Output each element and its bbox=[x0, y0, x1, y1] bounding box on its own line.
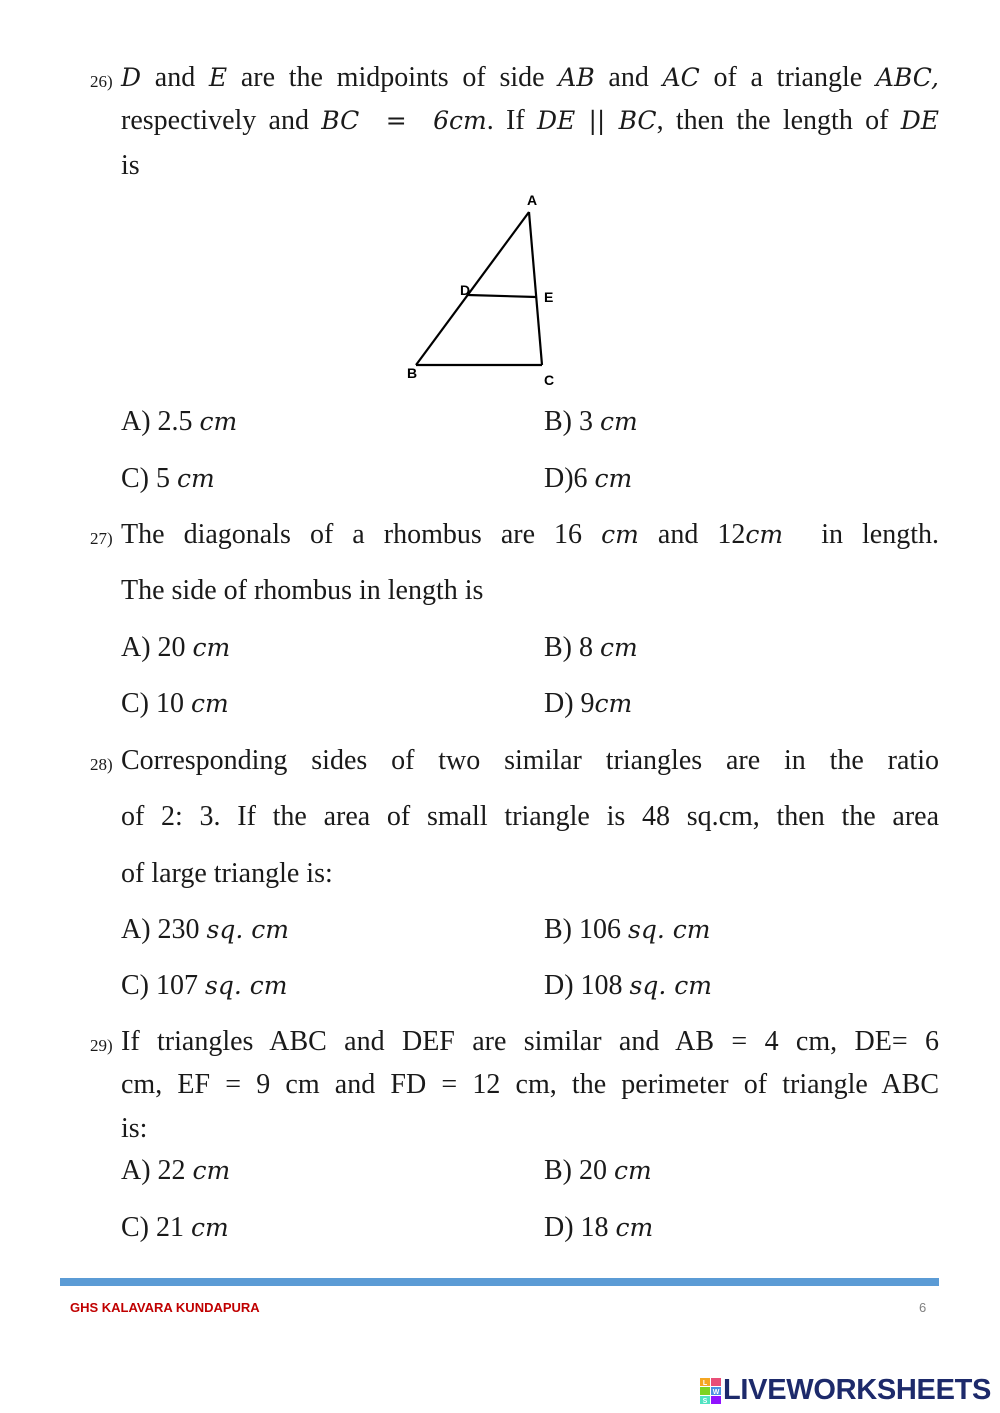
svg-text:L: L bbox=[702, 1379, 708, 1387]
vertex-label-d: D bbox=[460, 282, 471, 298]
question-line: of 2: 3. If the area of small triangle is 48 sq.cm, then the area bbox=[121, 801, 939, 832]
side-ab bbox=[416, 212, 529, 365]
side-ac bbox=[529, 212, 542, 365]
option-c[interactable]: C) 5 cm bbox=[121, 463, 215, 494]
question-line: If triangles ABC and DEF are similar and AB = 4 cm, DE= 6 bbox=[121, 1026, 939, 1057]
option-c[interactable]: C) 21 cm bbox=[121, 1212, 229, 1243]
svg-text:W: W bbox=[712, 1388, 720, 1396]
question-line: respectively and BC = 6cm. If DE || BC, then the length of DE bbox=[121, 105, 940, 136]
vertex-label-e: E bbox=[544, 289, 554, 305]
footer-divider bbox=[60, 1278, 939, 1286]
option-a[interactable]: A) 2.5 cm bbox=[121, 406, 238, 437]
question-line: The side of rhombus in length is bbox=[121, 575, 484, 606]
svg-text:S: S bbox=[702, 1397, 708, 1404]
vertex-label-c: C bbox=[544, 372, 555, 388]
segment-de bbox=[468, 295, 536, 297]
option-b[interactable]: B) 20 cm bbox=[544, 1155, 652, 1186]
page-number: 6 bbox=[919, 1300, 927, 1315]
vertex-label-a: A bbox=[527, 192, 538, 208]
option-d[interactable]: D) 108 sq. cm bbox=[544, 970, 712, 1001]
school-name: GHS KALAVARA KUNDAPURA bbox=[70, 1300, 260, 1315]
question-number: 26) bbox=[90, 72, 113, 91]
option-a[interactable]: A) 22 cm bbox=[121, 1155, 231, 1186]
question-line: D and E are the midpoints of side AB and AC of a triangle ABC, bbox=[121, 62, 939, 93]
question-line: of large triangle is: bbox=[121, 858, 333, 889]
option-d[interactable]: D)6 cm bbox=[544, 463, 633, 494]
option-b[interactable]: B) 8 cm bbox=[544, 632, 638, 663]
vertex-label-b: B bbox=[407, 365, 418, 381]
brand-name: LIVEWORKSHEETS bbox=[723, 1374, 992, 1406]
option-a[interactable]: A) 230 sq. cm bbox=[121, 914, 289, 945]
option-c[interactable]: C) 10 cm bbox=[121, 688, 229, 719]
option-d[interactable]: D) 18 cm bbox=[544, 1212, 654, 1243]
option-b[interactable]: B) 3 cm bbox=[544, 406, 638, 437]
question-number: 27) bbox=[90, 529, 113, 548]
question-line: Corresponding sides of two similar triangles are in the ratio bbox=[121, 745, 939, 776]
question-line: The diagonals of a rhombus are 16 cm and 12cm in length. bbox=[121, 519, 940, 550]
question-line: is bbox=[121, 150, 140, 181]
question-line: is: bbox=[121, 1113, 148, 1144]
option-b[interactable]: B) 106 sq. cm bbox=[544, 914, 711, 945]
option-a[interactable]: A) 20 cm bbox=[121, 632, 231, 663]
question-line: cm, EF = 9 cm and FD = 12 cm, the perimeter of triangle ABC bbox=[121, 1069, 939, 1100]
question-number: 29) bbox=[90, 1036, 113, 1055]
option-d[interactable]: D) 9cm bbox=[544, 688, 633, 719]
triangle-diagram bbox=[395, 185, 565, 390]
question-number: 28) bbox=[90, 755, 113, 774]
liveworksheets-brand[interactable] bbox=[700, 1374, 991, 1407]
liveworksheets-logo-icon bbox=[700, 1378, 722, 1404]
option-c[interactable]: C) 107 sq. cm bbox=[121, 970, 288, 1001]
